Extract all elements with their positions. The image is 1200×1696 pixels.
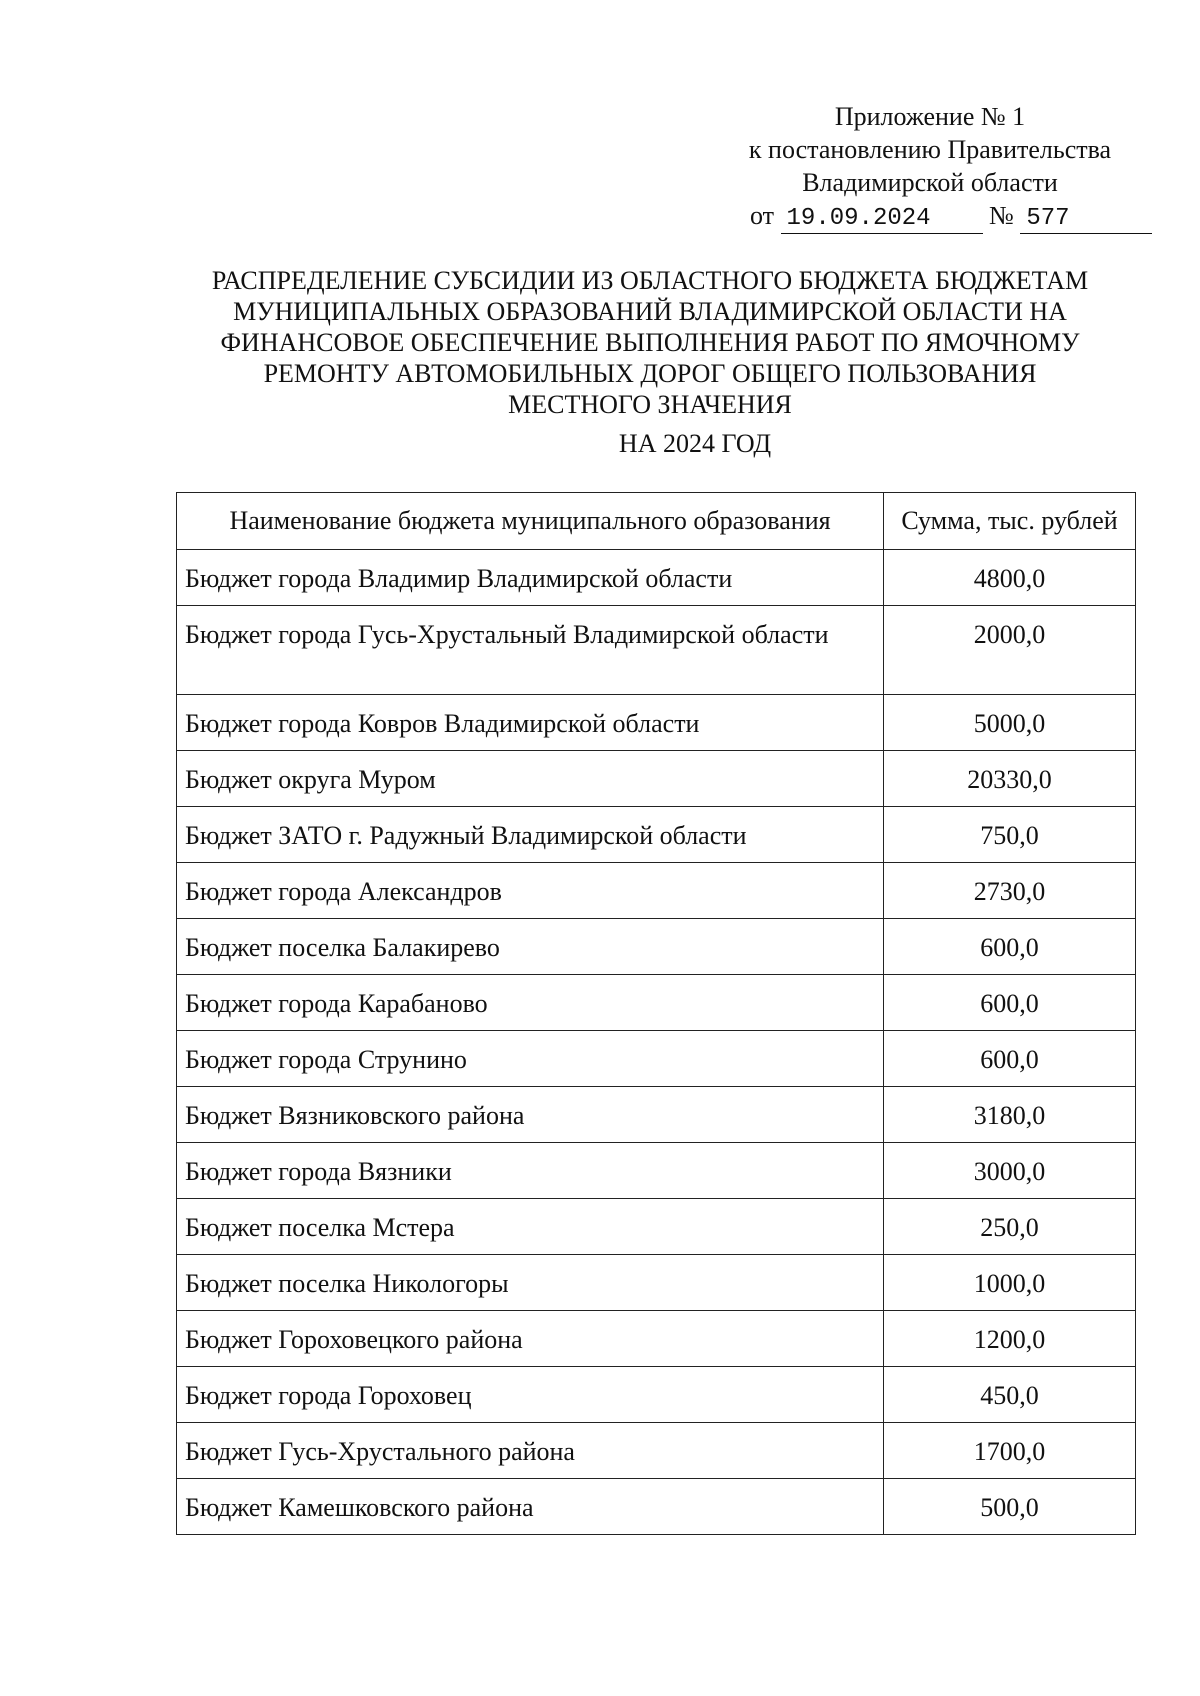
- budget-name-cell: Бюджет округа Муром: [177, 751, 884, 807]
- budget-name-cell: Бюджет города Владимир Владимирской области: [177, 550, 884, 606]
- budget-name-cell: Бюджет города Струнино: [177, 1031, 884, 1087]
- amount-cell: 1000,0: [884, 1255, 1136, 1311]
- table-row: [177, 606, 1136, 695]
- amount-cell: 450,0: [884, 1367, 1136, 1423]
- amount-cell: 600,0: [884, 1031, 1136, 1087]
- table-body: [177, 550, 1136, 1535]
- table-header-row: [177, 493, 1136, 550]
- amount-cell: 3000,0: [884, 1143, 1136, 1199]
- header-name: Наименование бюджета муниципального образования: [177, 493, 884, 550]
- budget-name-cell: Бюджет поселка Мстера: [177, 1199, 884, 1255]
- table-row: [177, 1199, 1136, 1255]
- table-row: [177, 1143, 1136, 1199]
- budget-name-cell: Бюджет Камешковского района: [177, 1479, 884, 1535]
- appendix-region: Владимирской области: [802, 168, 1058, 197]
- budget-name-cell: Бюджет Гороховецкого района: [177, 1311, 884, 1367]
- amount-cell: 600,0: [884, 975, 1136, 1031]
- title-line: МУНИЦИПАЛЬНЫХ ОБРАЗОВАНИЙ ВЛАДИМИРСКОЙ ОБЛАСТИ НА: [233, 297, 1067, 326]
- table-row: [177, 550, 1136, 606]
- amount-cell: 5000,0: [884, 695, 1136, 751]
- appendix-header: [700, 100, 1160, 234]
- amount-cell: 600,0: [884, 919, 1136, 975]
- amount-cell: 1200,0: [884, 1311, 1136, 1367]
- order-date: 19.09.2024: [781, 205, 983, 234]
- table-row: [177, 1087, 1136, 1143]
- title-line: РЕМОНТУ АВТОМОБИЛЬНЫХ ДОРОГ ОБЩЕГО ПОЛЬЗОВАНИЯ: [263, 359, 1037, 388]
- amount-cell: 20330,0: [884, 751, 1136, 807]
- number-prefix: №: [989, 201, 1014, 230]
- budget-name-cell: Бюджет города Ковров Владимирской области: [177, 695, 884, 751]
- amount-cell: 1700,0: [884, 1423, 1136, 1479]
- table-row: [177, 919, 1136, 975]
- budget-name-cell: Бюджет поселка Балакирево: [177, 919, 884, 975]
- table-row: [177, 1423, 1136, 1479]
- order-number: 577: [1020, 205, 1152, 234]
- title-line: ФИНАНСОВОЕ ОБЕСПЕЧЕНИЕ ВЫПОЛНЕНИЯ РАБОТ ПО ЯМОЧНОМУ: [220, 328, 1080, 357]
- date-prefix: от: [750, 201, 775, 230]
- budget-name-cell: Бюджет города Гороховец: [177, 1367, 884, 1423]
- budget-name-cell: Бюджет поселка Никологоры: [177, 1255, 884, 1311]
- budget-name-cell: Бюджет Гусь-Хрустального района: [177, 1423, 884, 1479]
- amount-cell: 3180,0: [884, 1087, 1136, 1143]
- table-row: [177, 975, 1136, 1031]
- appendix-number: Приложение № 1: [834, 102, 1026, 131]
- amount-cell: 500,0: [884, 1479, 1136, 1535]
- amount-cell: 2000,0: [884, 606, 1136, 695]
- table-row: [177, 1031, 1136, 1087]
- budget-name-cell: Бюджет города Гусь-Хрустальный Владимирской области: [177, 606, 884, 695]
- subsidy-table: [176, 492, 1136, 1535]
- amount-cell: 4800,0: [884, 550, 1136, 606]
- table-row: [177, 1255, 1136, 1311]
- table-row: [177, 1479, 1136, 1535]
- budget-name-cell: Бюджет города Карабаново: [177, 975, 884, 1031]
- table-row: [177, 863, 1136, 919]
- table-row: [177, 1311, 1136, 1367]
- budget-name-cell: Бюджет города Александров: [177, 863, 884, 919]
- document-title: [150, 265, 1150, 420]
- header-amount: Сумма, тыс. рублей: [884, 493, 1136, 550]
- table-row: [177, 1367, 1136, 1423]
- table-row: [177, 751, 1136, 807]
- amount-cell: 2730,0: [884, 863, 1136, 919]
- title-line: МЕСТНОГО ЗНАЧЕНИЯ: [508, 390, 792, 419]
- order-line: [700, 199, 1160, 234]
- budget-name-cell: Бюджет города Вязники: [177, 1143, 884, 1199]
- budget-name-cell: Бюджет ЗАТО г. Радужный Владимирской области: [177, 807, 884, 863]
- document-year: НА 2024 ГОД: [618, 429, 772, 458]
- amount-cell: 250,0: [884, 1199, 1136, 1255]
- amount-cell: 750,0: [884, 807, 1136, 863]
- budget-name-cell: Бюджет Вязниковского района: [177, 1087, 884, 1143]
- title-line: РАСПРЕДЕЛЕНИЕ СУБСИДИИ ИЗ ОБЛАСТНОГО БЮДЖЕТА БЮДЖЕТАМ: [211, 266, 1089, 295]
- table-row: [177, 695, 1136, 751]
- appendix-reference: к постановлению Правительства: [748, 135, 1112, 164]
- table-row: [177, 807, 1136, 863]
